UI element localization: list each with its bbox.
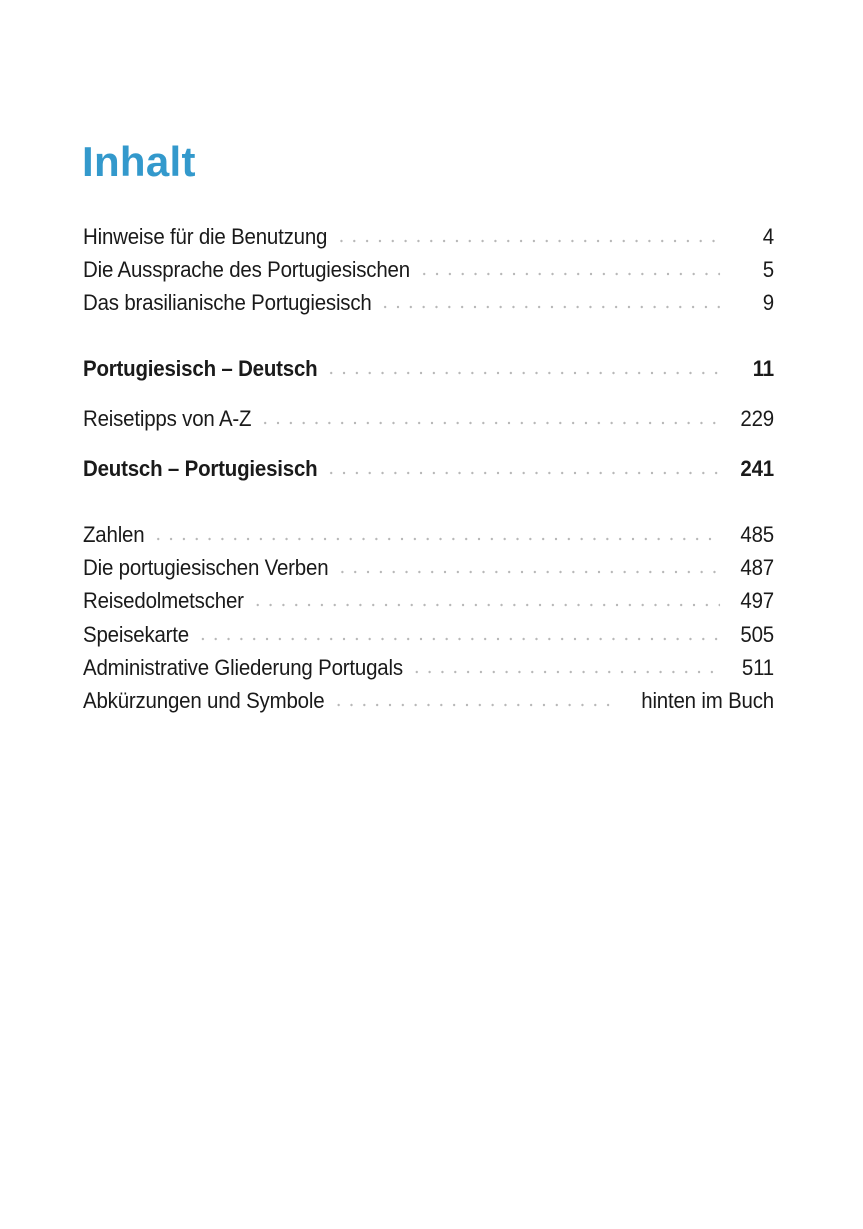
dot-leader bbox=[417, 272, 720, 276]
dot-leader bbox=[335, 239, 720, 243]
dot-leader bbox=[196, 637, 720, 641]
dot-leader bbox=[332, 703, 612, 707]
toc-entry-label: Reisedolmetscher bbox=[83, 588, 244, 613]
toc-entry-portugiesisch-deutsch[interactable] bbox=[83, 354, 774, 384]
toc-entry-verben[interactable] bbox=[83, 553, 774, 583]
toc-entry-hinweise[interactable] bbox=[83, 222, 774, 252]
toc-entry-page: 4 bbox=[762, 224, 774, 249]
toc-entry-page: 9 bbox=[762, 290, 774, 315]
toc-entry-page: 485 bbox=[740, 522, 774, 547]
toc-entry-label: Administrative Gliederung Portugals bbox=[83, 655, 403, 680]
toc-entry-label: Abkürzungen und Symbole bbox=[83, 688, 325, 713]
toc-entry-page: 229 bbox=[740, 406, 774, 431]
toc-entry-reisedolmetscher[interactable] bbox=[83, 586, 774, 616]
toc-entry-gliederung[interactable] bbox=[83, 653, 774, 683]
toc-entry-brasilianisch[interactable] bbox=[83, 288, 774, 318]
dot-leader bbox=[410, 670, 720, 674]
toc-entry-speisekarte[interactable] bbox=[83, 620, 774, 650]
dot-leader bbox=[336, 570, 720, 574]
toc-entry-label: Zahlen bbox=[83, 522, 145, 547]
dot-leader bbox=[325, 471, 720, 475]
toc-entry-label: Hinweise für die Benutzung bbox=[83, 224, 328, 249]
dot-leader bbox=[379, 305, 720, 309]
toc-entry-label: Reisetipps von A-Z bbox=[83, 406, 252, 431]
toc-entry-page: 497 bbox=[740, 588, 774, 613]
toc-entry-page: hinten im Buch bbox=[641, 688, 774, 713]
page-title: Inhalt bbox=[82, 138, 196, 185]
toc-entry-label: Das brasilianische Portugiesisch bbox=[83, 290, 372, 315]
toc-entry-page: 241 bbox=[740, 456, 774, 481]
dot-leader bbox=[259, 421, 720, 425]
toc-entry-page: 11 bbox=[752, 356, 774, 381]
toc-entry-reisetipps[interactable] bbox=[83, 404, 774, 434]
toc-entry-page: 511 bbox=[741, 655, 774, 680]
toc-entry-label: Deutsch – Portugiesisch bbox=[83, 456, 318, 481]
dot-leader bbox=[251, 603, 720, 607]
toc-entry-label: Portugiesisch – Deutsch bbox=[83, 356, 318, 381]
toc-entry-page: 505 bbox=[740, 622, 774, 647]
toc-entry-label: Speisekarte bbox=[83, 622, 190, 647]
toc-entry-label: Die portugiesischen Verben bbox=[83, 555, 329, 580]
toc-entry-page: 5 bbox=[762, 257, 774, 282]
toc-entry-page: 487 bbox=[740, 555, 774, 580]
dot-leader bbox=[325, 371, 720, 375]
dot-leader bbox=[152, 537, 720, 541]
toc-entry-abkuerzungen[interactable] bbox=[83, 686, 774, 716]
toc-entry-zahlen[interactable] bbox=[83, 520, 774, 550]
toc-entry-deutsch-portugiesisch[interactable] bbox=[83, 454, 774, 484]
toc-entry-label: Die Aussprache des Portugiesischen bbox=[83, 257, 410, 282]
toc-entry-aussprache[interactable] bbox=[83, 255, 774, 285]
